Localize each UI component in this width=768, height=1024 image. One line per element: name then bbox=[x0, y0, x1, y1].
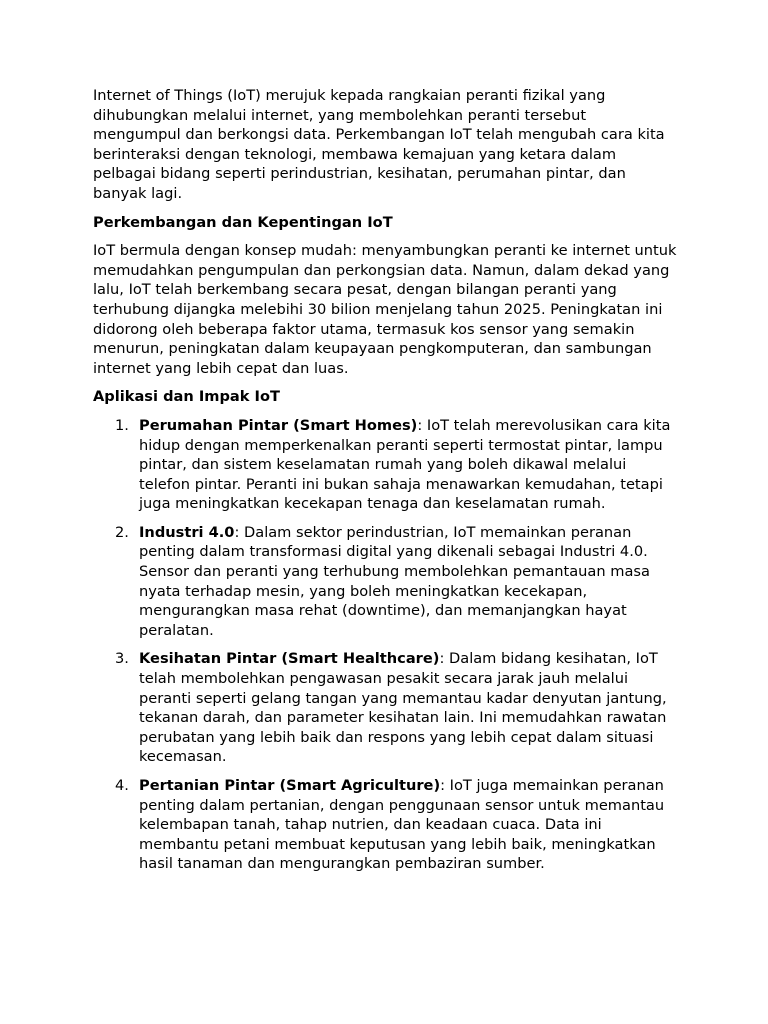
list-item-text: : IoT juga memainkan peranan penting dalam pertanian, dengan penggunaan sensor untuk memantau kelembapan tanah, tahap nutrien, dan keadaan cuaca. Data ini membantu petani membuat keputusan yang lebih baik, meningkatkan hasil tanaman dan mengurangkan pembaziran sumber. bbox=[139, 777, 665, 873]
intro-paragraph: Internet of Things (IoT) merujuk kepada rangkaian peranti fizikal yang dihubungkan melalui internet, yang membolehkan peranti tersebut mengumpul dan berkongsi data. Perkembangan IoT telah mengubah cara kita berinteraksi dengan teknologi, membawa kemajuan yang ketara dalam pelbagai bidang seperti perindustrian, kesihatan, perumahan pintar, dan banyak lagi. bbox=[93, 87, 665, 202]
list-item bbox=[93, 523, 678, 641]
list-item-term: Perumahan Pintar (Smart Homes) bbox=[139, 416, 418, 434]
list-item-text: : Dalam bidang kesihatan, IoT telah membolehkan pengawasan pesakit secara jarak jauh melalui peranti seperti gelang tangan yang memantau kadar denyutan jantung, tekanan darah, dan parameter kesihatan lain. Ini memudahkan rawatan perubatan yang lebih baik dan respons yang lebih cepat dalam situasi kecemasan. bbox=[139, 650, 667, 766]
list-item-number: 4. bbox=[115, 777, 129, 794]
list-item bbox=[93, 416, 678, 514]
list-item bbox=[93, 776, 678, 874]
list-item-text: : Dalam sektor perindustrian, IoT memainkan peranan penting dalam transformasi digital yang dikenali sebagai Industri 4.0. Sensor dan peranti yang terhubung membolehkan pemantauan masa nyata terhadap mesin, yang boleh meningkatkan kecekapan, mengurangkan masa rehat (downtime), dan memanjangkan hayat peralatan. bbox=[139, 523, 650, 639]
development-paragraph: IoT bermula dengan konsep mudah: menyambungkan peranti ke internet untuk memudahkan pengumpulan dan perkongsian data. Namun, dalam dekad yang lalu, IoT telah berkembang secara pesat, dengan bilangan peranti yang terhubung dijangka melebihi 30 bilion menjelang tahun 2025. Peningkatan ini didorong oleh beberapa faktor utama, termasuk kos sensor yang semakin menurun, peningkatan dalam keupayaan pengkomputeran, dan sambungan internet yang lebih cepat dan luas. bbox=[93, 242, 677, 377]
list-item bbox=[93, 649, 678, 767]
document-page bbox=[93, 86, 678, 883]
list-item-number: 1. bbox=[115, 416, 129, 434]
section-heading-applications: Aplikasi dan Impak IoT bbox=[93, 388, 280, 406]
list-item-term: Pertanian Pintar (Smart Agriculture) bbox=[139, 777, 441, 794]
list-item-term: Industri 4.0 bbox=[139, 523, 235, 541]
list-item-number: 2. bbox=[115, 523, 129, 541]
applications-list bbox=[93, 416, 678, 874]
section-heading-development: Perkembangan dan Kepentingan IoT bbox=[93, 213, 393, 231]
list-item-term: Kesihatan Pintar (Smart Healthcare) bbox=[139, 650, 440, 668]
list-item-number: 3. bbox=[115, 650, 129, 668]
list-item-text: : IoT telah merevolusikan cara kita hidup dengan memperkenalkan peranti seperti termostat pintar, lampu pintar, dan sistem keselamatan rumah yang boleh dikawal melalui telefon pintar. Peranti ini bukan sahaja menawarkan kemudahan, tetapi juga meningkatkan kecekapan tenaga dan keselamatan rumah. bbox=[139, 416, 671, 513]
